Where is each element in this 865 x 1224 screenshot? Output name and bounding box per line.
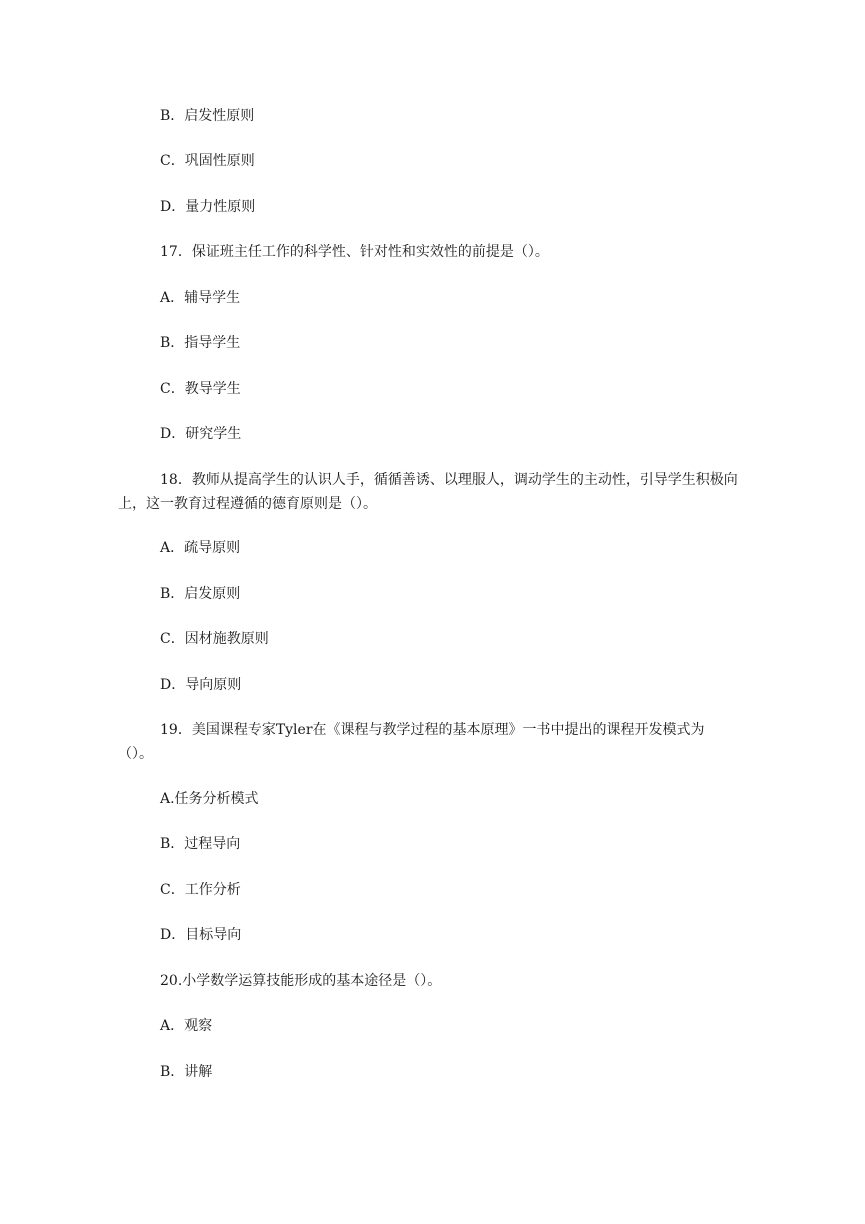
option-d-q17: D．研究学生	[160, 426, 242, 442]
question-20: 20.小学数学运算技能形成的基本途径是（）。	[160, 973, 442, 989]
option-b-q16: B．启发性原则	[160, 108, 255, 124]
option-c-q18: C．因材施教原则	[160, 631, 269, 647]
option-b-q20: B．讲解	[160, 1064, 213, 1080]
question-19: 19．美国课程专家Tyler在《课程与教学过程的基本原理》一书中提出的课程开发模式为（）。	[118, 722, 705, 762]
option-c-q17: C．教导学生	[160, 381, 241, 397]
option-a-q20: A．观察	[160, 1018, 213, 1034]
option-a-q17: A．辅导学生	[160, 290, 241, 306]
question-18: 18．教师从提高学生的认识人手，循循善诱、以理服人，调动学生的主动性，引导学生积极向上，这一教育过程遵循的德育原则是（）。	[118, 472, 738, 512]
question-17: 17．保证班主任工作的科学性、针对性和实效性的前提是（）。	[160, 244, 549, 260]
option-a-q19: A.任务分析模式	[160, 791, 259, 807]
option-b-q17: B．指导学生	[160, 335, 241, 351]
option-c-q19: C．工作分析	[160, 882, 241, 898]
option-a-q18: A．疏导原则	[160, 540, 241, 556]
option-d-q18: D．导向原则	[160, 677, 242, 693]
option-b-q19: B．过程导向	[160, 836, 241, 852]
option-d-q16: D．量力性原则	[160, 199, 256, 215]
option-d-q19: D．目标导向	[160, 927, 242, 943]
option-c-q16: C．巩固性原则	[160, 153, 255, 169]
option-b-q18: B．启发原则	[160, 586, 241, 602]
